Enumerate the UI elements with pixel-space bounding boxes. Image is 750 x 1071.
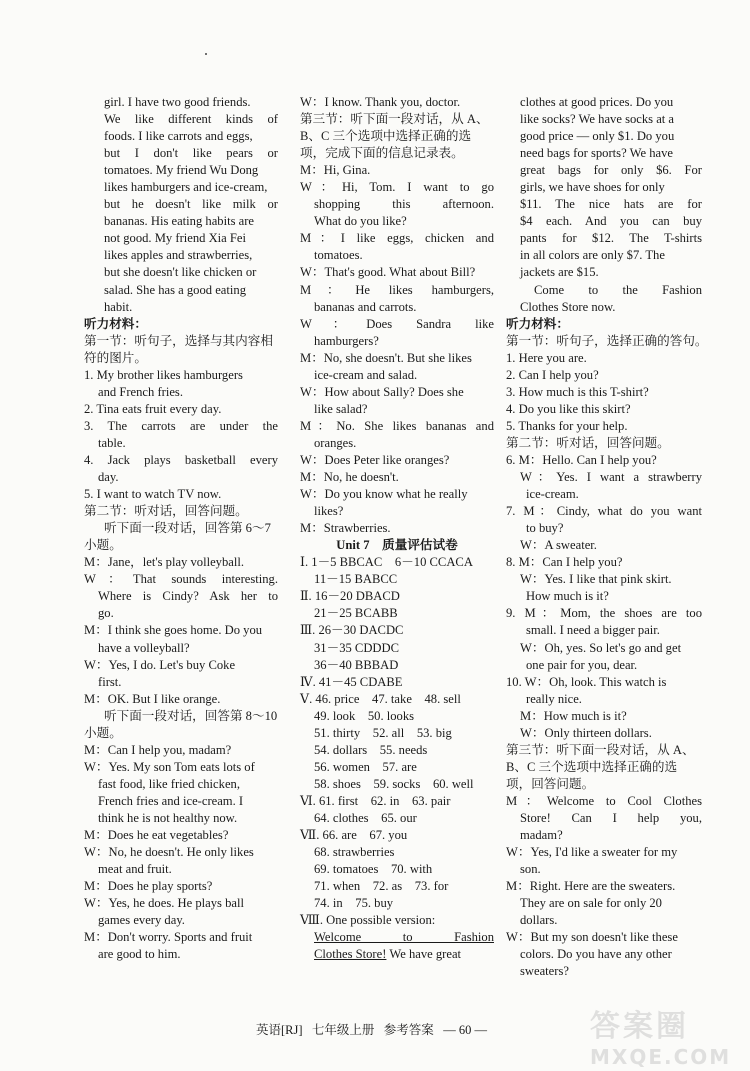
text-line: bananas. His eating habits are	[104, 214, 255, 229]
text-line: W：A sweater.	[520, 538, 597, 553]
text-line: W：How about Sally? Does she	[300, 384, 464, 399]
text-line: W：Do you know what he really	[300, 487, 468, 502]
text-line: like socks? We have socks at a	[520, 112, 675, 127]
text-line: 49. look 50. looks	[314, 708, 415, 723]
text-line: Come to the Fashion	[534, 282, 702, 297]
text-line: M：How much is it?	[520, 708, 627, 723]
page-number: — 60 —	[443, 1023, 487, 1037]
text-line: great bags for only $6. For	[520, 163, 702, 178]
text-line: W：Does Sandra like	[300, 316, 494, 331]
text-line: 符的图片。	[84, 350, 147, 365]
text-line: M：Don't worry. Sports and fruit	[84, 930, 253, 945]
text-line: 第一节：听句子，选择与其内容相	[84, 333, 273, 348]
text-line: good price — only $1. Do you	[520, 129, 675, 144]
text-line: to buy?	[526, 521, 564, 536]
text-line: really nice.	[526, 691, 582, 706]
text-line: 11－15 BABCC	[314, 572, 398, 587]
text-line: 21－25 BCABB	[314, 606, 398, 621]
text-line: W：Yes. I want a strawberry	[520, 470, 702, 485]
text-line: girls, we have shoes for only	[520, 180, 665, 195]
text-line: W：Oh, yes. So let's go and get	[520, 640, 682, 655]
text-line: Unit 7 质量评估试卷	[336, 538, 458, 553]
text-line: Clothes Store now.	[520, 299, 616, 314]
text-line: Ⅴ. 46. price 47. take 48. sell	[300, 691, 461, 706]
text-line: 第三节：听下面一段对话，从 A、	[506, 742, 695, 757]
text-line: girl. I have two good friends.	[104, 95, 251, 109]
text-line: Ⅰ. 1－5 BBCAC 6－10 CCACA	[300, 555, 473, 570]
text-line: 2. Can I help you?	[506, 367, 599, 382]
text-line: first.	[98, 674, 122, 689]
text-line: games every day.	[98, 913, 185, 928]
text-line: meat and fruit.	[98, 862, 172, 877]
text-line: habit.	[104, 299, 133, 314]
text-line: Ⅳ. 41－45 CDABE	[300, 674, 403, 689]
text-line: in all colors are only $7. The	[520, 248, 665, 263]
text-line: W：That's good. What about Bill?	[300, 265, 476, 280]
text-line: 4. Jack plays basketball every	[84, 452, 278, 467]
text-line: W：Does Peter like oranges?	[300, 452, 450, 467]
text-line: but I don't like pears or	[104, 146, 278, 161]
text-line: like salad?	[314, 401, 368, 416]
text-line: B、C 三个选项中选择正确的选	[300, 129, 472, 144]
text-line: W：Yes. My son Tom eats lots of	[84, 759, 255, 774]
text-line: M：I like eggs, chicken and	[300, 231, 494, 246]
text-line: W：Yes, he does. He plays ball	[84, 896, 244, 911]
text-line: son.	[520, 862, 541, 877]
text-line: W：I know. Thank you, doctor.	[300, 95, 461, 109]
text-line: and French fries.	[98, 384, 183, 399]
text-line: W：Yes, I'd like a sweater for my	[506, 845, 678, 860]
text-line: 小题。	[84, 538, 122, 553]
text-line: shopping this afternoon.	[314, 197, 494, 212]
text-line: M：Does he eat vegetables?	[84, 828, 229, 843]
text-line: Ⅲ. 26－30 DACDC	[300, 623, 404, 638]
text-line: $4 each. And you can buy	[520, 214, 702, 229]
text-line: 第二节：听对话，回答问题。	[84, 504, 248, 519]
text-line: need bags for sports? We have	[520, 146, 673, 161]
text-line: French fries and ice-cream. I	[98, 793, 244, 808]
text-line: have a volleyball?	[98, 640, 190, 655]
text-line: W：But my son doesn't like these	[506, 930, 678, 945]
text-line: W：Yes, I do. Let's buy Coke	[84, 657, 236, 672]
text-line: Ⅵ. 61. first 62. in 63. pair	[300, 793, 451, 808]
text-line: but he doesn't like milk or	[104, 197, 278, 212]
text-line: are good to him.	[98, 947, 181, 962]
text-line: M：Jane，let's play volleyball.	[84, 555, 245, 570]
text-line: We like different kinds of	[104, 112, 278, 127]
text-line: sweaters?	[520, 964, 569, 979]
footer-grade: 七年级上册	[311, 1023, 375, 1037]
site-watermark-logo	[590, 1001, 740, 1067]
text-line: M：Strawberries.	[300, 521, 391, 536]
text-line: What do you like?	[314, 214, 407, 229]
text-line: 9. M：Mom, the shoes are too	[506, 606, 702, 621]
text-line: 第一节：听句子，选择正确的答句。	[506, 333, 708, 348]
text-line: colors. Do you have any other	[520, 947, 672, 962]
text-line: Ⅶ. 66. are 67. you	[300, 828, 408, 843]
text-line: Where is Cindy? Ask her to	[98, 589, 278, 604]
text-line: 56. women 57. are	[314, 759, 417, 774]
text-line: 54. dollars 55. needs	[314, 742, 428, 757]
watermark-top-text: 答案圈	[590, 1009, 689, 1044]
text-column-3	[506, 94, 708, 980]
text-line: W：That sounds interesting.	[84, 572, 278, 587]
text-line: madam?	[520, 828, 563, 843]
text-line: 5. I want to watch TV now.	[84, 487, 222, 502]
text-line: one pair for you, dear.	[526, 657, 638, 672]
text-line: 68. strawberries	[314, 845, 395, 860]
text-line: jackets are $15.	[520, 265, 599, 280]
text-line: M：Right. Here are the sweaters.	[506, 879, 676, 894]
text-line: 64. clothes 65. our	[314, 810, 417, 825]
text-line: They are on sale for only 20	[520, 896, 662, 911]
text-line: 69. tomatoes 70. with	[314, 862, 433, 877]
text-line: 6. M：Hello. Can I help you?	[506, 452, 657, 467]
text-line: W：No, he doesn't. He only likes	[84, 845, 254, 860]
text-line: B、C 三个选项中选择正确的选	[506, 759, 678, 774]
text-line: M：Welcome to Cool Clothes	[506, 793, 702, 808]
text-line: day.	[98, 470, 119, 485]
text-line: How much is it?	[526, 589, 609, 604]
text-line: 听下面一段对话，回答第 8～10	[104, 708, 278, 723]
text-line: 听力材料：	[84, 316, 147, 331]
footer-label: 参考答案	[383, 1023, 434, 1037]
text-line: 10. W：Oh, look. This watch is	[506, 674, 667, 689]
text-line: Welcome to Fashion	[314, 930, 494, 945]
text-line: likes hamburgers and ice-cream,	[104, 180, 268, 195]
text-line: W：Only thirteen dollars.	[520, 725, 652, 740]
text-line: M：Does he play sports?	[84, 879, 213, 894]
text-line: Clothes Store! We have great	[314, 947, 462, 962]
text-line: 小题。	[84, 725, 122, 740]
text-line: go.	[98, 606, 114, 621]
text-line: 8. M：Can I help you?	[506, 555, 623, 570]
text-line: tomatoes.	[314, 248, 363, 263]
watermark-bottom-text: MXQE.COM	[590, 1045, 732, 1069]
text-line: ice-cream and salad.	[314, 367, 418, 382]
text-line: hamburgers?	[314, 333, 379, 348]
text-line: think he is not healthy now.	[98, 810, 238, 825]
text-line: 第三节：听下面一段对话，从 A、	[300, 112, 489, 127]
page-footer	[256, 1020, 487, 1038]
text-line: likes?	[314, 504, 344, 519]
text-line: Ⅷ. One possible version:	[300, 913, 436, 928]
text-line: 71. when 72. as 73. for	[314, 879, 449, 894]
text-line: 第二节：听对话，回答问题。	[506, 435, 670, 450]
text-line: 项，完成下面的信息记录表。	[300, 146, 464, 161]
footer-subject: 英语[RJ]	[256, 1023, 303, 1037]
text-line: ice-cream.	[526, 487, 579, 502]
text-line: foods. I like carrots and eggs,	[104, 129, 253, 144]
text-line: 3. The carrots are under the	[84, 418, 278, 433]
text-line: W：Yes. I like that pink skirt.	[520, 572, 672, 587]
text-line: clothes at good prices. Do you	[520, 95, 674, 109]
text-line: M：Hi, Gina.	[300, 163, 371, 178]
text-line: Ⅱ. 16－20 DBACD	[300, 589, 400, 604]
speck-mark	[205, 53, 207, 55]
text-line: pants for $12. The T-shirts	[520, 231, 702, 246]
text-line: 36－40 BBBAD	[314, 657, 399, 672]
text-line: dollars.	[520, 913, 558, 928]
text-line: M：Can I help you, madam?	[84, 742, 232, 757]
text-line: bananas and carrots.	[314, 299, 417, 314]
text-line: Store! Can I help you,	[520, 810, 702, 825]
text-line: 项，回答问题。	[506, 776, 595, 791]
text-line: $11. The nice hats are for	[520, 197, 702, 212]
text-line: M：I think she goes home. Do you	[84, 623, 263, 638]
text-line: but she doesn't like chicken or	[104, 265, 257, 280]
text-line: W：Hi, Tom. I want to go	[300, 180, 494, 195]
text-line: 1. My brother likes hamburgers	[84, 367, 243, 382]
text-line: 4. Do you like this skirt?	[506, 401, 631, 416]
text-line: 听下面一段对话，回答第 6～7	[104, 521, 271, 536]
text-line: 7. M：Cindy, what do you want	[506, 504, 702, 519]
text-line: 5. Thanks for your help.	[506, 418, 628, 433]
text-line: 2. Tina eats fruit every day.	[84, 401, 222, 416]
text-line: M：He likes hamburgers,	[300, 282, 494, 297]
text-column-1	[84, 94, 278, 963]
text-line: 74. in 75. buy	[314, 896, 394, 911]
text-line: tomatoes. My friend Wu Dong	[104, 163, 259, 178]
text-line: 31－35 CDDDC	[314, 640, 400, 655]
text-line: salad. She has a good eating	[104, 282, 246, 297]
text-line: small. I need a bigger pair.	[526, 623, 660, 638]
text-line: M：No, she doesn't. But she likes	[300, 350, 472, 365]
text-line: 58. shoes 59. socks 60. well	[314, 776, 474, 791]
text-line: oranges.	[314, 435, 357, 450]
text-line: 听力材料：	[506, 316, 569, 331]
text-line: likes apples and strawberries,	[104, 248, 253, 263]
text-line: table.	[98, 435, 126, 450]
text-line: not good. My friend Xia Fei	[104, 231, 247, 246]
text-line: M：No. She likes bananas and	[300, 418, 494, 433]
text-column-2	[300, 94, 494, 963]
text-line: 3. How much is this T-shirt?	[506, 384, 649, 399]
text-line: M：OK. But I like orange.	[84, 691, 221, 706]
text-line: 51. thirty 52. all 53. big	[314, 725, 452, 740]
text-line: fast food, like fried chicken,	[98, 776, 240, 791]
text-line: M：No, he doesn't.	[300, 470, 399, 485]
text-line: 1. Here you are.	[506, 350, 587, 365]
